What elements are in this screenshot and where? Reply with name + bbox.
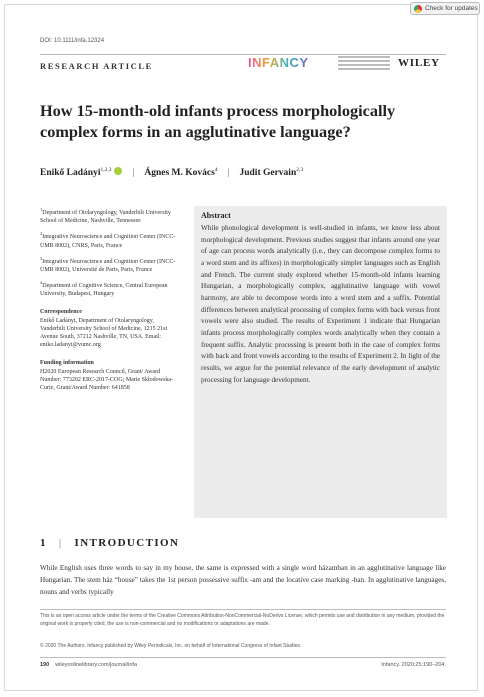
journal-logo: INFANCY: [248, 55, 309, 70]
footnote-rule: [40, 609, 446, 610]
abstract-text: While phonological development is well-studied in infants, we know less about morphological development. Previous studies suggest that infants around one year of age can process words analytically (i.e., they can decompose complex forms to a word stem and its affixes) in morphologically simpler languages such as English and French. The current study explored whether 15-month-old infants learning Hungarian, a morphologically complex, agglutinative language with vowel harmony, are able to decompose words into a word stem and a suffix. Potential differences between analytical processing of complex forms with back versus front vowels were also studied. The results of Experiment 1 indicate that Hungarian infants process morphologically complex words analytically when they contain a frequent suffix. Analytic processing is present both in the case of complex forms with back and front vowels according to the results of Experiment 2. In light of the results, we argue for the potential relevance of the early development of analytic processing for language development.: [201, 224, 440, 384]
funding-text: H2020 European Research Council, Grant/ Award Number: 773202 ERC-2017-COG; Marie Skłodowska-Curie, Grant/Award Number: 641858: [40, 368, 173, 392]
author-name[interactable]: Enikő Ladányi$^{1,2,3}$: [40, 167, 112, 179]
affiliation: $^3$Integrative Neuroscience and Cognition Center (INCC-UMR 8002), Université de Paris, Paris, France: [40, 255, 176, 274]
affiliation: $^4$Department of Cognitive Science, Central European University, Budapest, Hungary: [40, 280, 168, 298]
license-text: This is an open access article under the terms of the Creative Commons Attribution-NonCommercial-NoDerivs License, which permits use and distribution in any medium, provided the original work is properly cited, the use is non-commercial and no modifications or adaptations are made.: [40, 613, 445, 627]
article-title: How 15-month-old infants process morphologically complex forms in an agglutinative language?: [40, 101, 396, 141]
check-for-updates-label: Check for updates: [425, 5, 478, 12]
section-number: 1: [40, 537, 47, 549]
doi[interactable]: DOI: 10.1111/infa.12324: [40, 38, 105, 44]
author-separator: |: [132, 168, 135, 179]
correspondence-heading: Correspondence: [40, 308, 82, 315]
affiliation: $^1$Department of Otolaryngology, Vanderbilt University School of Medicine, Nashville, Tennessee: [40, 207, 171, 225]
introduction-text: While English uses three words to say in my house, the same is expressed with a single word házamban in an agglutinative language like Hungarian. The stem ház “house” takes the 1st person possessive suffix -am and the locative case marking -ban. In agglutinative languages, nouns and verbs typically: [40, 564, 446, 596]
author-name[interactable]: Judit Gervain$^{2,3}$: [239, 167, 304, 179]
publisher-logo: WILEY: [398, 57, 440, 69]
section-divider: |: [58, 537, 63, 549]
abstract-box: [194, 206, 447, 518]
copyright-text: © 2020 The Authors. Infancy published by Wiley Periodicals, Inc. on behalf of International Congress of Infant Studies.: [40, 643, 302, 649]
author-separator: |: [227, 168, 230, 179]
journal-url[interactable]: wileyonlinelibrary.com/journal/infa: [55, 662, 138, 668]
article-type: RESEARCH ARTICLE: [40, 61, 153, 71]
orcid-icon[interactable]: [114, 167, 122, 175]
footer-rule: [40, 657, 446, 658]
crossmark-icon: [414, 5, 422, 13]
society-logo-icon: [338, 56, 390, 70]
section-heading: [40, 537, 179, 549]
correspondence-text: Enikő Ladányi, Department of Otolaryngology, Vanderbilt University School of Medicine, 1215 21st Avenue South, 37212 Nashville, TN, USA. Email: eniko.ladanyi@vumc.org: [40, 317, 168, 349]
header-rule: [40, 54, 446, 55]
page-number: 190: [40, 662, 50, 668]
citation: Infancy. 2020;25:190–204.: [381, 662, 446, 668]
funding-heading: Funding information: [40, 359, 94, 366]
article-info-column: [40, 206, 180, 397]
page-footer: [40, 662, 446, 668]
author-list: [40, 167, 450, 178]
section-title: INTRODUCTION: [74, 537, 180, 549]
author-name[interactable]: Ágnes M. Kovács$^4$: [144, 167, 218, 179]
check-for-updates-badge[interactable]: [410, 2, 480, 15]
affiliation: $^2$Integrative Neuroscience and Cognition Center (INCC-UMR 8002), CNRS, Paris, France: [40, 231, 176, 249]
abstract-heading: Abstract: [201, 211, 231, 220]
